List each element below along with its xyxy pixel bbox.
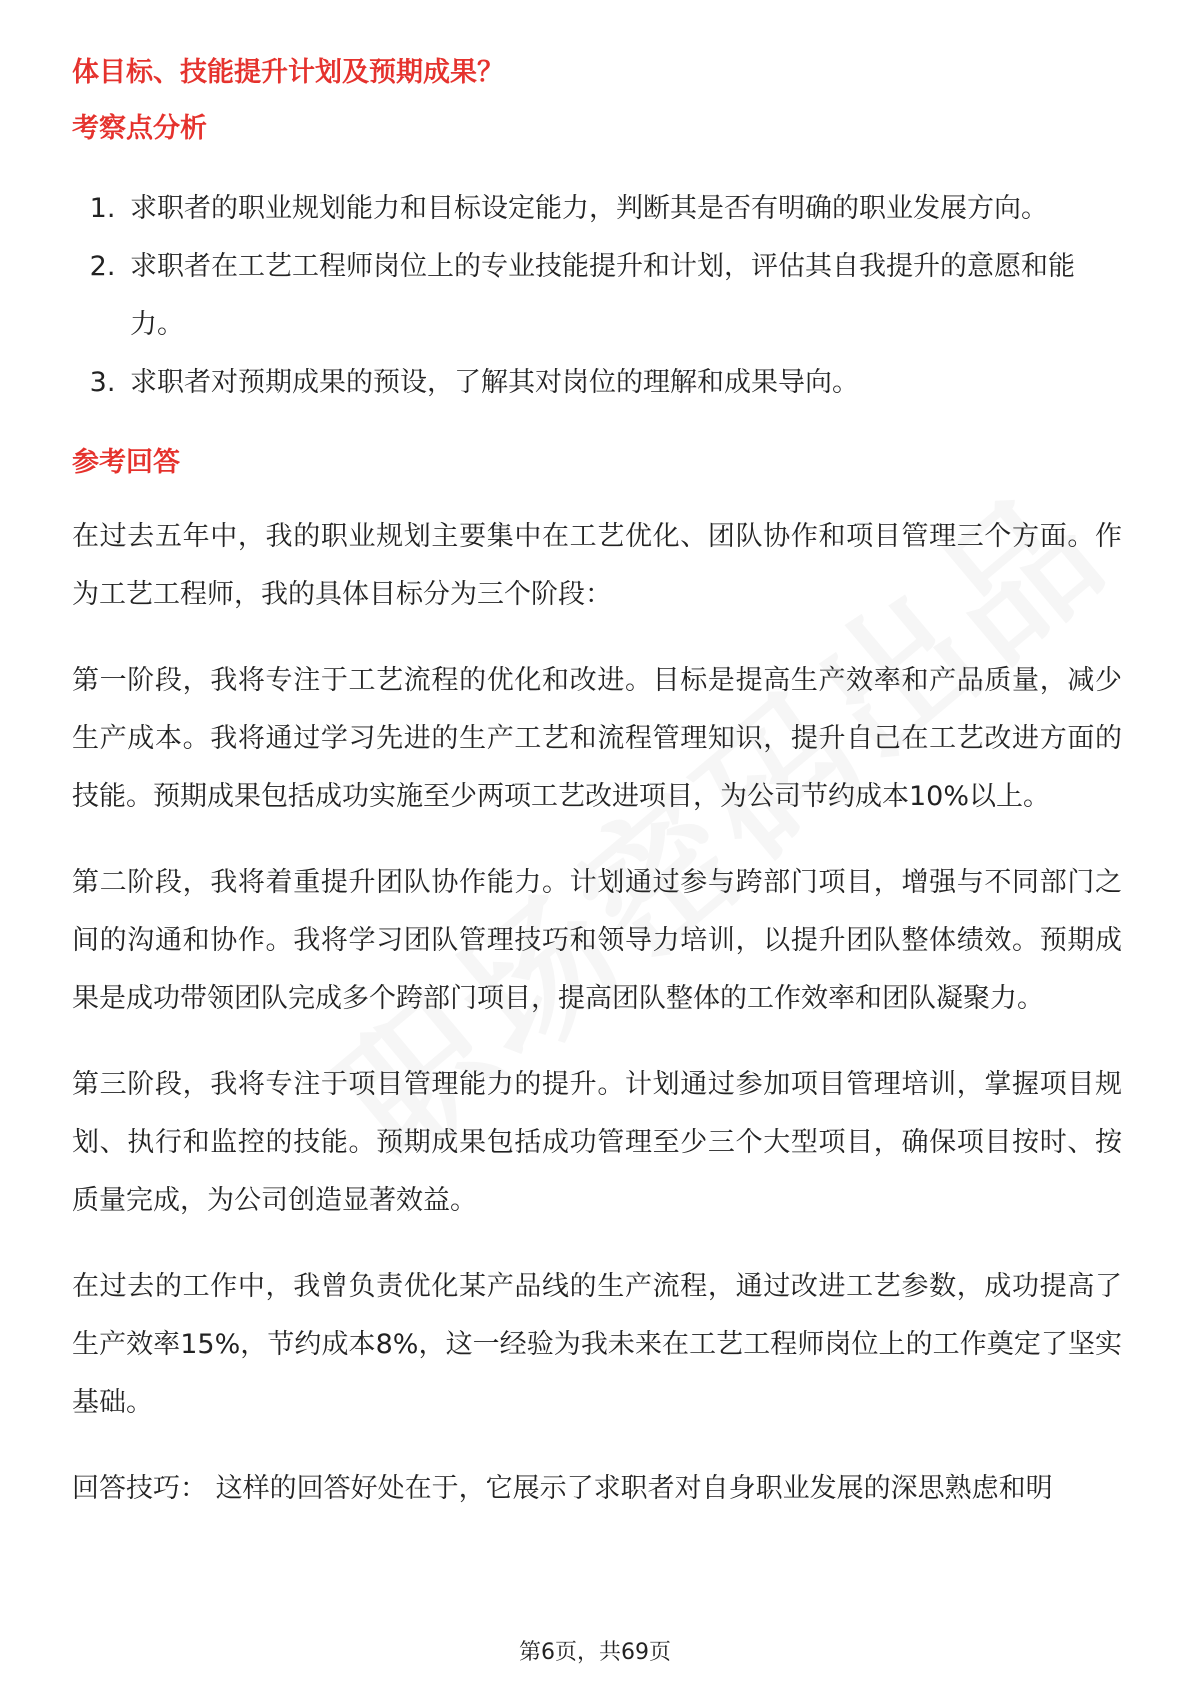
question-title-continuation: 体目标、技能提升计划及预期成果？ — [72, 57, 504, 88]
analysis-point: 1. 求职者的职业规划能力和目标设定能力，判断其是否有明确的职业发展方向。 — [124, 180, 1122, 238]
answer-tips: 回答技巧： 这样的回答好处在于，它展示了求职者对自身职业发展的深思熟虑和明 — [72, 1473, 1053, 1504]
answer-paragraph-intro: 在过去五年中，我的职业规划主要集中在工艺优化、团队协作和项目管理三个方面。作为工艺工程师，我的具体目标分为三个阶段： — [72, 521, 1122, 610]
answer-paragraph-experience: 在过去的工作中，我曾负责优化某产品线的生产流程，通过改进工艺参数，成功提高了生产效率15%，节约成本8%，这一经验为我未来在工艺工程师岗位上的工作奠定了坚实基础。 — [72, 1271, 1122, 1418]
analysis-list — [72, 180, 1122, 412]
answer-paragraph-stage-2: 第二阶段，我将着重提升团队协作能力。计划通过参与跨部门项目，增强与不同部门之间的沟通和协作。我将学习团队管理技巧和领导力培训，以提升团队整体绩效。预期成果是成功带领团队完成多个跨部门项目，提高团队整体的工作效率和团队凝聚力。 — [72, 867, 1122, 1014]
analysis-point: 2. 求职者在工艺工程师岗位上的专业技能提升和计划，评估其自我提升的意愿和能力。 — [124, 238, 1122, 354]
analysis-point: 3. 求职者对预期成果的预设，了解其对岗位的理解和成果导向。 — [124, 354, 1122, 412]
page-number-footer: 第6页，共69页 — [519, 1640, 671, 1665]
document-content — [72, 48, 1122, 1546]
answer-heading: 参考回答 — [72, 447, 180, 478]
answer-paragraph-stage-3: 第三阶段，我将专注于项目管理能力的提升。计划通过参加项目管理培训，掌握项目规划、执行和监控的技能。预期成果包括成功管理至少三个大型项目，确保项目按时、按质量完成，为公司创造显著效益。 — [72, 1069, 1122, 1216]
answer-paragraph-stage-1: 第一阶段，我将专注于工艺流程的优化和改进。目标是提高生产效率和产品质量，减少生产成本。我将通过学习先进的生产工艺和流程管理知识，提升自己在工艺改进方面的技能。预期成果包括成功实施至少两项工艺改进项目，为公司节约成本10%以上。 — [72, 665, 1122, 812]
analysis-heading: 考察点分析 — [72, 113, 207, 144]
